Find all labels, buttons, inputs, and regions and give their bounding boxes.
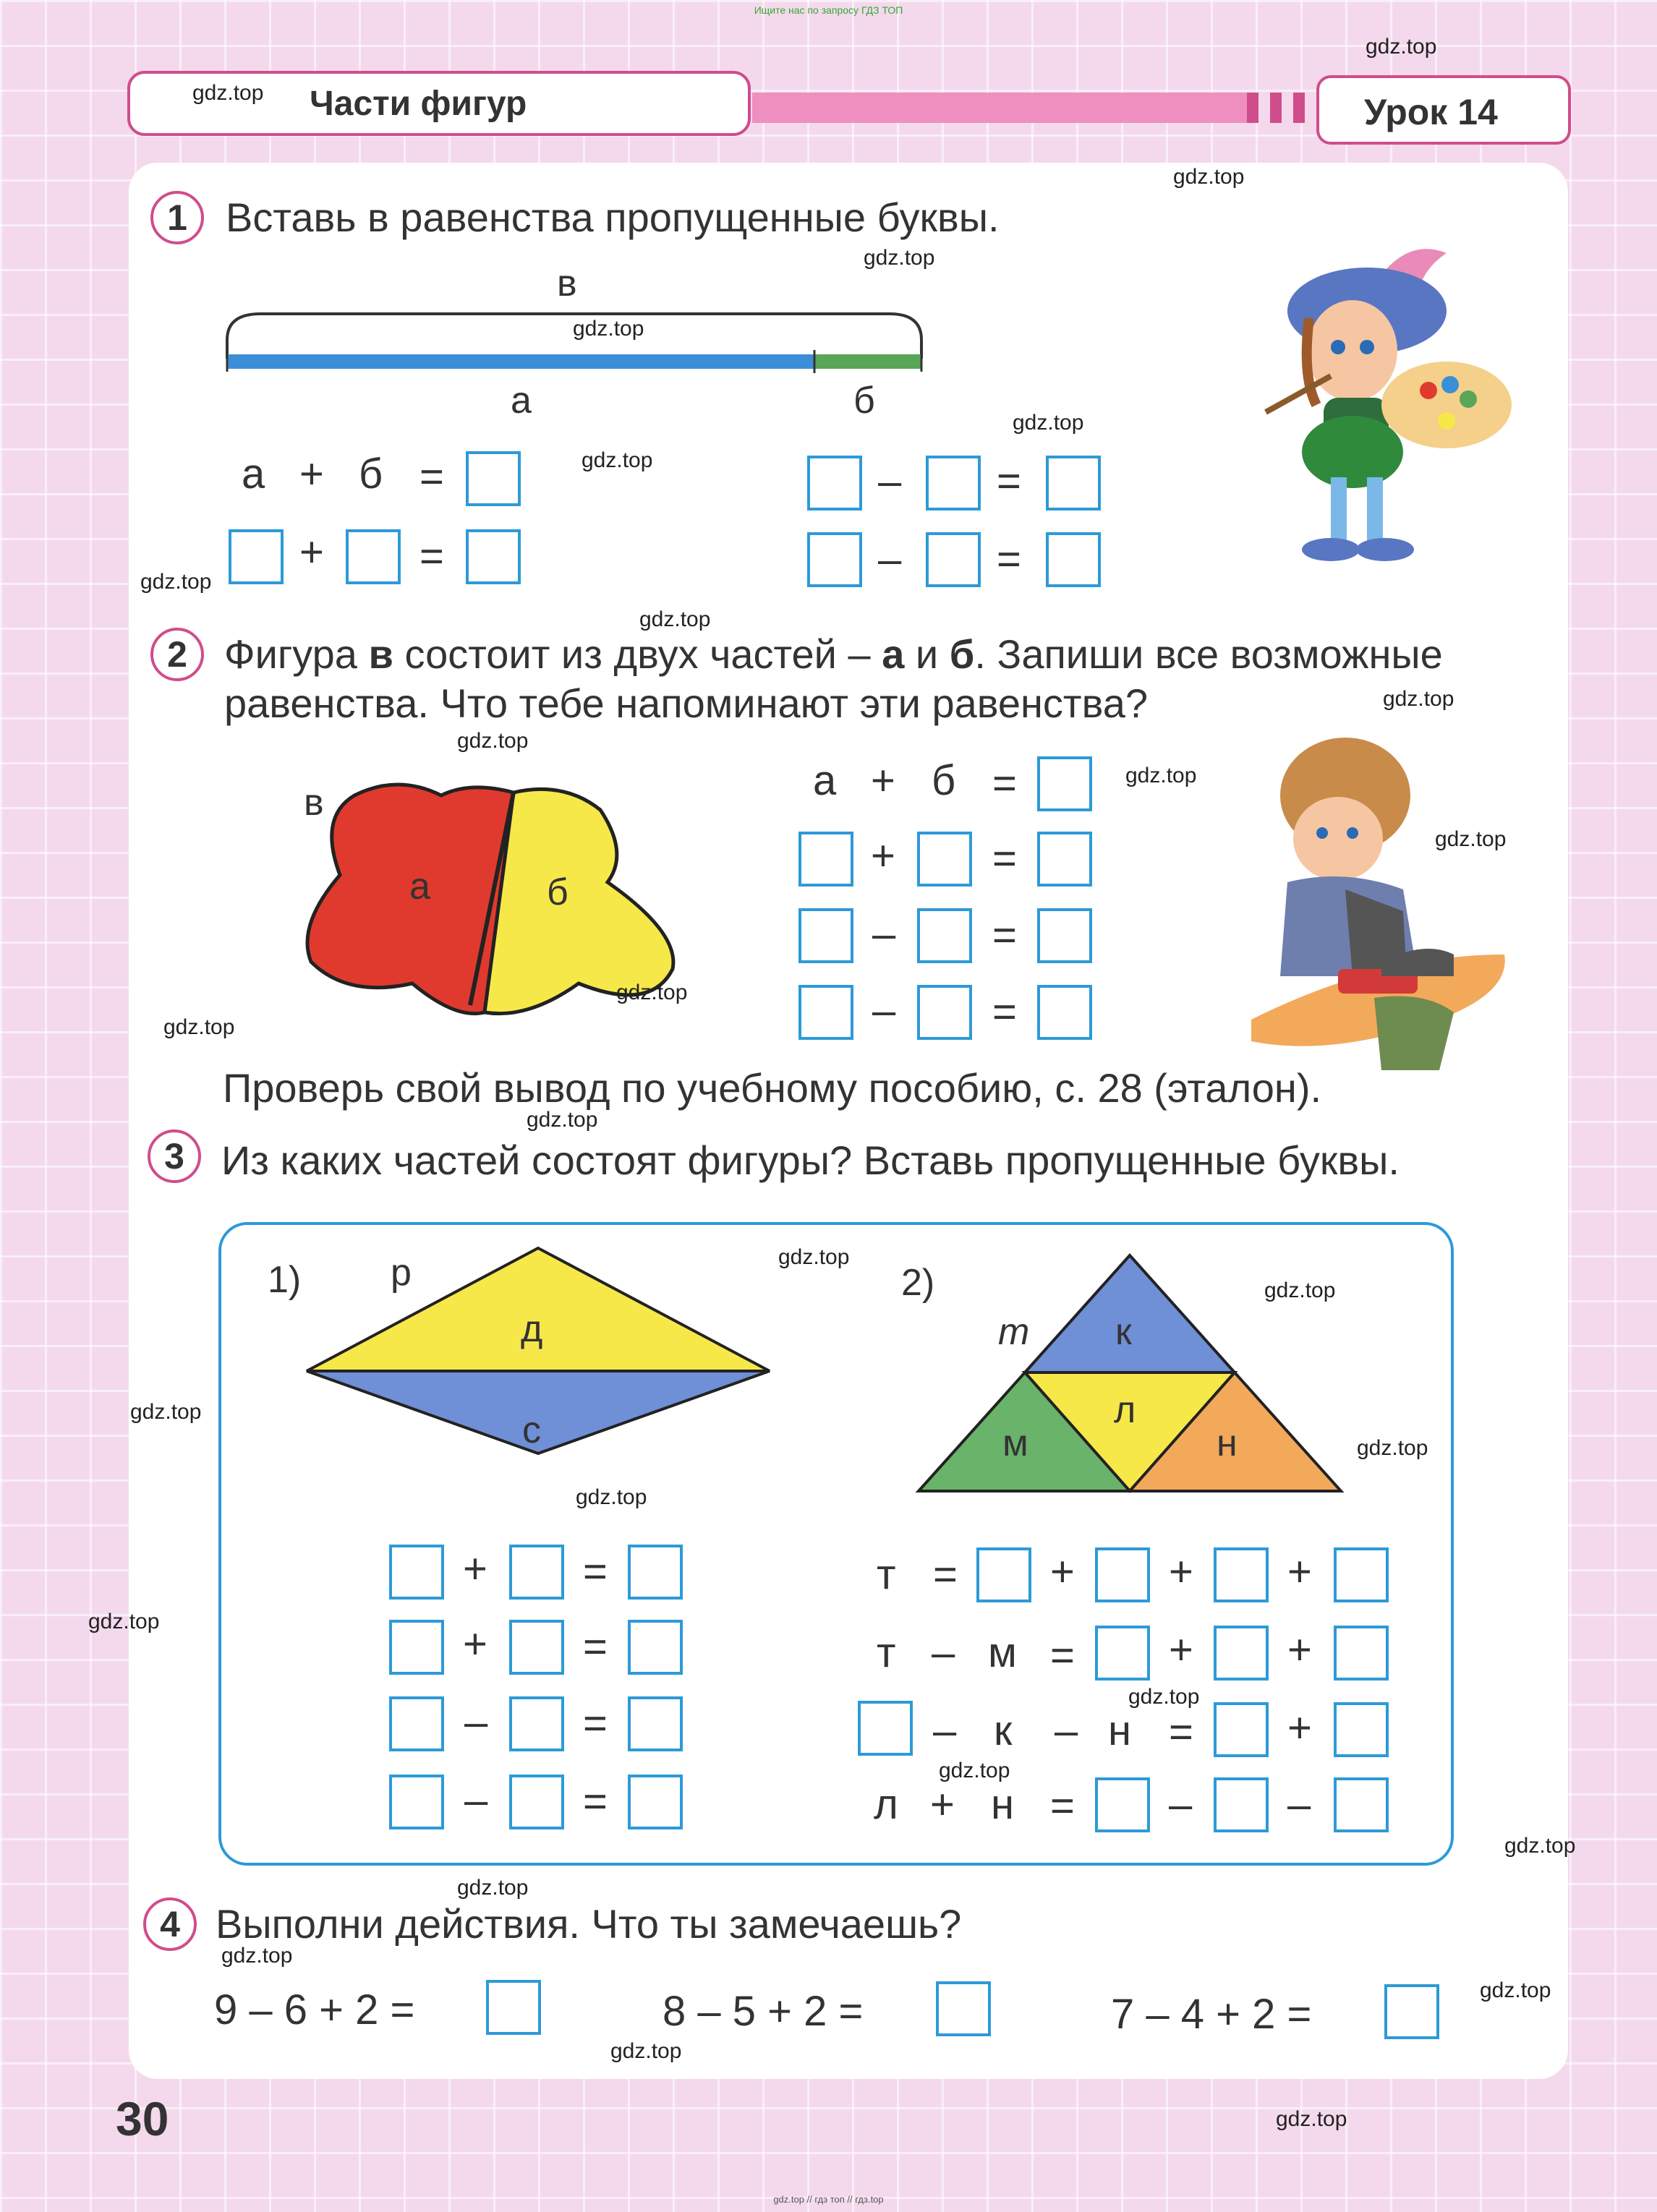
equals-sign: = [992,835,1017,882]
answer-box[interactable] [807,456,862,511]
plus-sign: + [463,1620,487,1667]
letter-a: а [813,757,837,804]
watermark: gdz.top [1366,35,1437,59]
watermark: gdz.top [1276,2107,1347,2131]
minus-sign: – [932,1629,955,1676]
expression-3: 7 – 4 + 2 = [1111,1991,1312,2038]
equals-sign: = [419,533,444,580]
answer-box[interactable] [486,1980,541,2035]
watermark: gdz.top [582,448,653,472]
letter-b: б [359,450,383,498]
fig2-label-left: м [1002,1422,1028,1464]
expression-1: 9 – 6 + 2 = [214,1986,415,2033]
equals-sign: = [992,988,1017,1035]
equals-sign: = [992,912,1017,959]
top-note: Ищите нас по запросу ГДЗ ТОП [754,4,903,16]
answer-box[interactable] [936,1981,991,2036]
watermark: gdz.top [1125,764,1197,787]
header-stripe [1293,93,1305,123]
answer-box[interactable] [628,1696,683,1751]
answer-box[interactable] [1214,1777,1269,1832]
minus-sign: – [933,1707,957,1754]
task3-number: 3 [148,1130,201,1183]
minus-sign: – [872,987,896,1034]
answer-box[interactable] [229,529,284,584]
minus-sign: – [1169,1781,1193,1828]
answer-box[interactable] [1214,1547,1269,1602]
watermark: gdz.top [1173,165,1245,189]
answer-box[interactable] [917,908,972,963]
answer-box[interactable] [509,1696,564,1751]
watermark: gdz.top [639,607,711,631]
blob-label-b: б [547,871,568,913]
watermark: gdz.top [1013,411,1084,435]
letter-t: т [877,1551,896,1598]
watermark: gdz.top [1357,1436,1428,1460]
segment-b [814,354,921,369]
answer-box[interactable] [628,1545,683,1600]
watermark: gdz.top [163,1015,235,1039]
lesson-box [1316,75,1571,145]
answer-box[interactable] [1334,1777,1389,1832]
answer-box[interactable] [389,1775,444,1829]
answer-box[interactable] [1095,1777,1150,1832]
watermark: gdz.top [88,1610,160,1634]
lesson-label: Урок 14 [1364,92,1498,132]
answer-box[interactable] [1046,532,1101,587]
blob-label-whole: в [304,782,324,824]
equals-sign: = [583,1778,608,1825]
answer-box[interactable] [798,908,853,963]
task4-number: 4 [143,1897,197,1951]
watermark: gdz.top [864,246,935,270]
label-whole: в [557,262,577,304]
letter-n: н [991,1781,1015,1828]
header-bar [752,93,1258,123]
label-b: б [853,380,875,422]
watermark: gdz.top [616,981,688,1004]
answer-box[interactable] [346,529,401,584]
answer-box[interactable] [1037,832,1092,887]
letter-b: б [932,757,956,804]
minus-sign: – [464,1699,488,1746]
watermark: gdz.top [573,317,644,341]
equals-sign: = [583,1623,608,1670]
header-stripe [1270,93,1282,123]
answer-box[interactable] [807,532,862,587]
task2-number: 2 [150,628,204,681]
plus-sign: + [1169,1626,1193,1673]
answer-box[interactable] [917,985,972,1040]
answer-box[interactable] [1334,1626,1389,1681]
painter-illustration [1230,231,1519,571]
watermark: gdz.top [576,1485,647,1509]
equals-sign: = [997,458,1021,505]
fig1-label-bottom: с [522,1409,541,1451]
task2-check: Проверь свой вывод по учебному пособию, с. 28 (эталон). [223,1065,1322,1111]
bottom-note: gdz.top // гдз топ // гдз.top [773,2194,884,2205]
watermark: gdz.top [457,729,529,753]
watermark: gdz.top [939,1759,1010,1782]
fig1-label-top: д [521,1308,543,1350]
answer-box[interactable] [798,832,853,887]
answer-box[interactable] [1046,456,1101,511]
answer-box[interactable] [1095,1626,1150,1681]
minus-sign: – [1055,1707,1078,1754]
plus-sign: + [871,757,895,804]
watermark: gdz.top [1128,1685,1200,1709]
page-number: 30 [116,2092,169,2145]
letter-l: л [874,1781,898,1828]
segment-a [227,354,814,369]
answer-box[interactable] [926,532,981,587]
expression-2: 8 – 5 + 2 = [663,1988,864,2035]
task1-segment [217,296,926,390]
equals-sign: = [933,1551,958,1598]
task2-line1: Фигура в состоит из двух частей – а и б. Запиши все возможные [224,631,1443,677]
answer-box[interactable] [389,1620,444,1675]
equals-sign: = [583,1548,608,1595]
watermark: gdz.top [1264,1278,1336,1302]
equals-sign: = [992,760,1017,807]
answer-box[interactable] [466,451,521,506]
letter-k: к [994,1707,1013,1754]
answer-box[interactable] [628,1775,683,1829]
watermark: gdz.top [778,1245,850,1269]
letter-a: а [242,450,265,498]
answer-box[interactable] [1214,1626,1269,1681]
answer-box[interactable] [509,1775,564,1829]
watermark: gdz.top [1435,827,1507,851]
watermark: gdz.top [221,1944,293,1968]
task4-text: Выполни действия. Что ты замечаешь? [216,1901,962,1947]
plus-sign: + [463,1545,487,1592]
watermark: gdz.top [610,2039,682,2063]
letter-t: т [877,1629,896,1676]
plus-sign: + [1287,1704,1312,1751]
letter-n: н [1108,1707,1132,1754]
watermark: gdz.top [1504,1834,1576,1858]
fig2-label-top: к [1115,1311,1132,1353]
minus-sign: – [1287,1781,1311,1828]
blob-label-a: а [409,866,430,908]
fig1-index: 1) [268,1259,302,1301]
task2-line2: равенства. Что тебе напоминают эти равенства? [224,680,1148,726]
fig1-label-whole: р [391,1252,412,1294]
fig2-label-middle: л [1114,1389,1136,1431]
answer-box[interactable] [389,1696,444,1751]
plus-sign: + [1287,1548,1312,1595]
plus-sign: + [299,450,324,498]
minus-sign: – [878,458,902,505]
answer-box[interactable] [466,529,521,584]
plus-sign: + [299,529,324,576]
letter-m: м [988,1629,1017,1676]
equals-sign: = [997,536,1021,583]
answer-box[interactable] [1334,1702,1389,1757]
plus-sign: + [930,1781,955,1828]
watermark: gdz.top [130,1400,202,1424]
equals-sign: = [1050,1782,1075,1829]
equals-sign: = [419,453,444,500]
answer-box[interactable] [917,832,972,887]
answer-box[interactable] [628,1620,683,1675]
equals-sign: = [1050,1632,1075,1679]
answer-box[interactable] [926,456,981,511]
answer-box[interactable] [1334,1547,1389,1602]
answer-box[interactable] [509,1545,564,1600]
answer-box[interactable] [1037,908,1092,963]
watermark: gdz.top [1383,687,1454,711]
page-title: Части фигур [310,85,527,123]
task1-text: Вставь в равенства пропущенные буквы. [226,195,1000,240]
header-stripe [1247,93,1258,123]
plus-sign: + [1287,1626,1312,1673]
answer-box[interactable] [1037,985,1092,1040]
answer-box[interactable] [798,985,853,1040]
equals-sign: = [583,1700,608,1747]
boy-ironing-illustration [1237,738,1519,1077]
plus-sign: + [1169,1548,1193,1595]
answer-box[interactable] [1037,756,1092,811]
minus-sign: – [872,910,896,957]
watermark: gdz.top [140,570,212,594]
watermark: gdz.top [527,1108,598,1132]
answer-box[interactable] [1384,1984,1439,2039]
answer-box[interactable] [976,1547,1031,1602]
answer-box[interactable] [389,1545,444,1600]
plus-sign: + [1050,1548,1075,1595]
minus-sign: – [878,536,902,583]
answer-box[interactable] [1095,1547,1150,1602]
minus-sign: – [464,1777,488,1824]
fig2-label-whole: т [998,1311,1030,1353]
answer-box[interactable] [1214,1702,1269,1757]
watermark: gdz.top [1480,1978,1551,2002]
watermark: gdz.top [192,81,264,105]
label-a: а [511,380,532,422]
task1-number: 1 [150,191,204,244]
fig2-index: 2) [901,1262,935,1304]
fig2-label-right: н [1217,1422,1238,1464]
equals-sign: = [1169,1709,1193,1756]
answer-box[interactable] [509,1620,564,1675]
plus-sign: + [871,832,895,879]
task3-text: Из каких частей состоят фигуры? Вставь пропущенные буквы. [221,1137,1400,1183]
answer-box[interactable] [858,1701,913,1756]
watermark: gdz.top [457,1876,529,1900]
